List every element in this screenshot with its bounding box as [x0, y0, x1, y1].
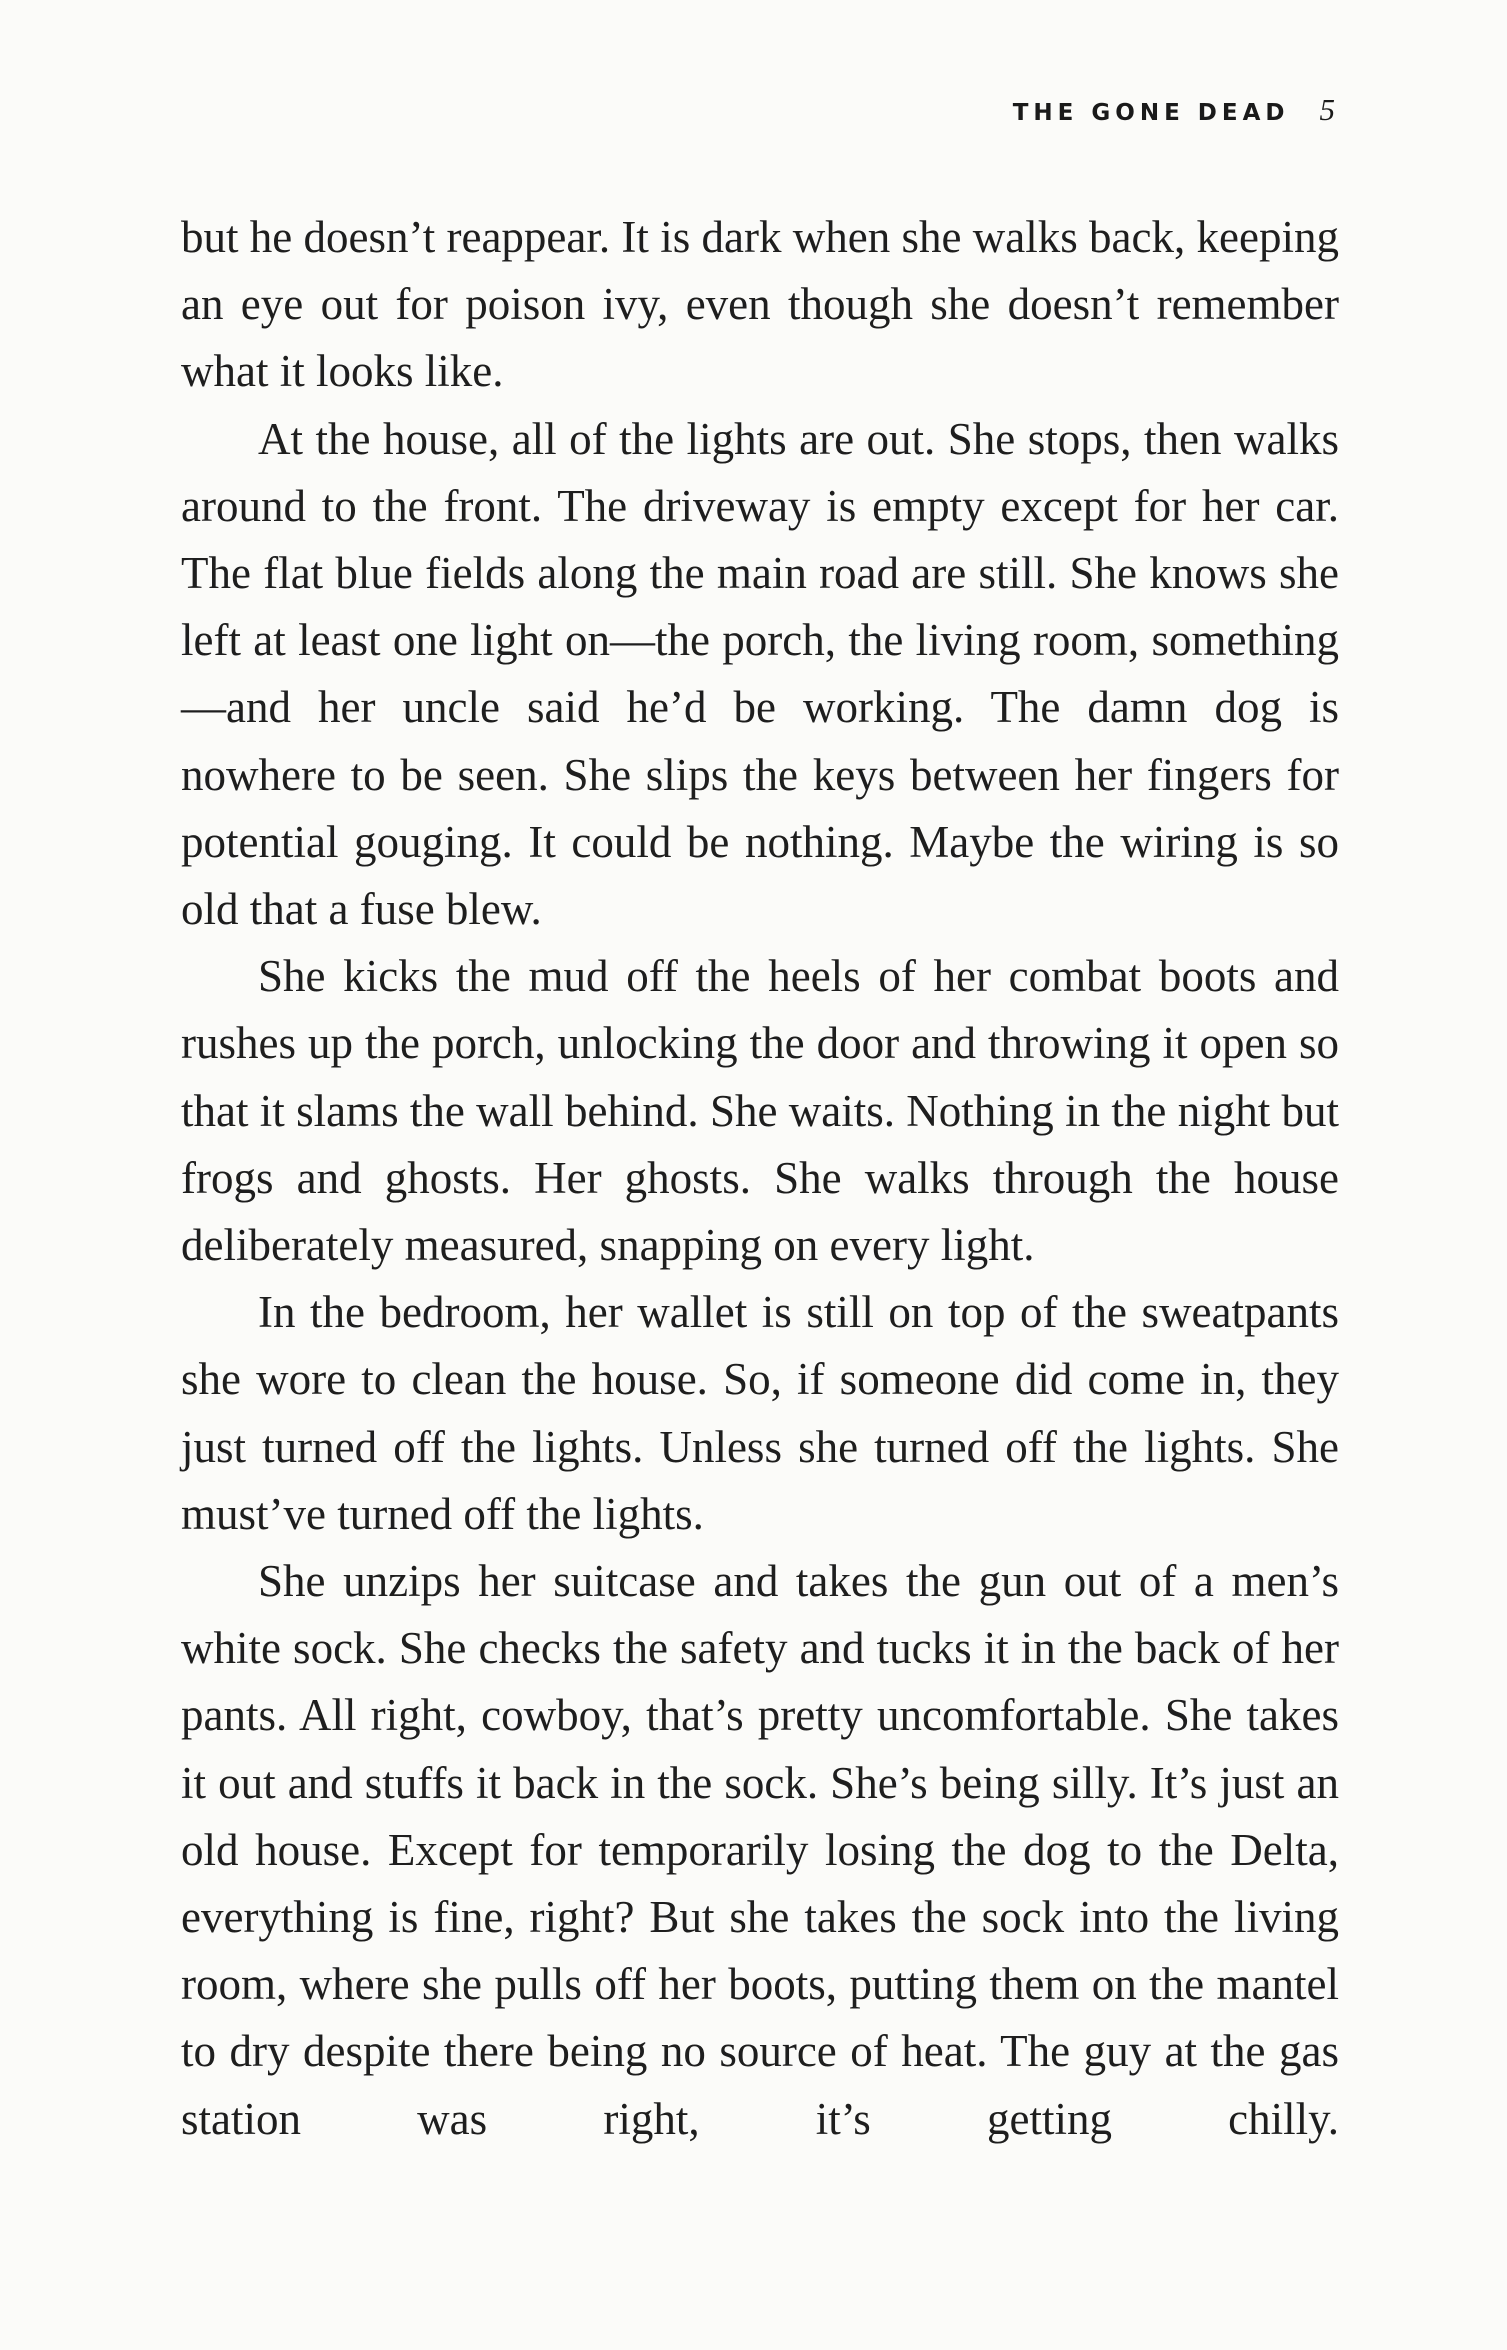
running-title: THE GONE DEAD: [1012, 100, 1290, 126]
paragraph-5: She unzips her suitcase and takes the gun out of a men’s white sock. She checks the safety and tucks it in the back of her pants. All right, cowboy, that’s pretty uncomfortable. She takes it out and stuffs it back in the sock. She’s being silly. It’s just an old house. Except for temporarily losing the dog to the Delta, everything is fine, right? But she takes the sock into the living room, where she pulls off her boots, putting them on the mantel to dry despite there being no source of heat. The guy at the gas station was right, it’s getting chilly.: [181, 1556, 1339, 2144]
running-head: [1013, 92, 1335, 128]
paragraph-3: She kicks the mud off the heels of her combat boots and rushes up the porch, unlocking the door and throwing it open so that it slams the wall behind. She waits. Nothing in the night but frogs and ghosts. Her ghosts. She walks through the house deliberately measured, snapping on every light.: [181, 951, 1339, 1271]
page-number: 5: [1319, 92, 1335, 127]
paragraph-1: but he doesn’t reappear. It is dark when she walks back, keeping an eye out for poison ivy, even though she doesn’t remember what it looks like.: [181, 212, 1339, 397]
body-text: [181, 204, 1339, 2153]
paragraph-4: In the bedroom, her wallet is still on top of the sweatpants she wore to clean the house. So, if someone did come in, they just turned off the lights. Unless she turned off the lights. She must’ve turned off the lights.: [181, 1287, 1339, 1539]
paragraph-2: At the house, all of the lights are out. She stops, then walks around to the front. The driveway is empty except for her car. The flat blue fields along the main road are still. She knows she left at least one light on—the porch, the living room, something—and her uncle said he’d be working. The damn dog is nowhere to be seen. She slips the keys between her fingers for potential gouging. It could be nothing. Maybe the wiring is so old that a fuse blew.: [181, 413, 1339, 935]
